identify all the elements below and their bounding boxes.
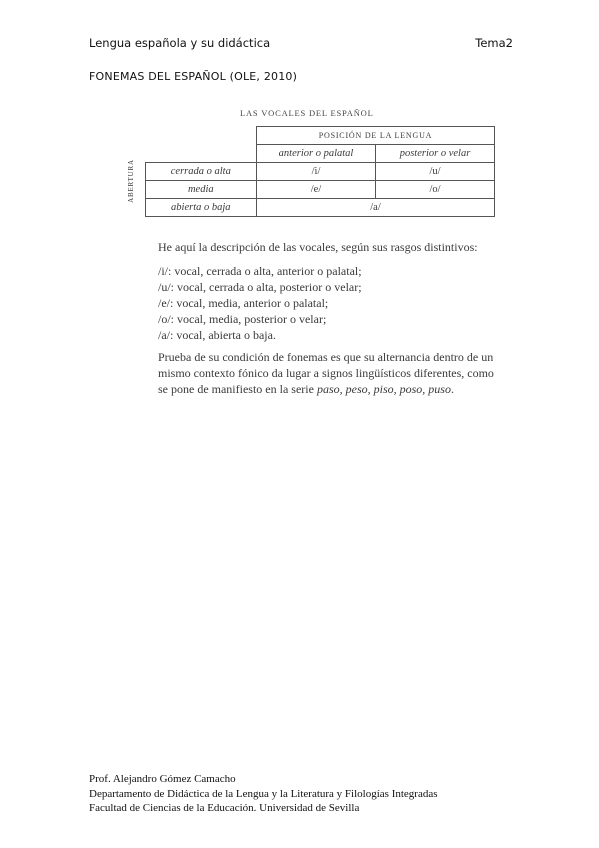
phoneme-proof-paragraph: [158, 349, 498, 397]
description-intro: He aquí la descripción de las vocales, según sus rasgos distintivos:: [158, 240, 478, 254]
row-label: abierta o baja: [145, 199, 256, 217]
list-item: /a/: vocal, abierta o baja.: [158, 328, 276, 342]
aperture-side-label: ABERTURA: [127, 158, 136, 203]
proof-end: .: [450, 382, 454, 396]
side-label-cell: [118, 158, 145, 203]
table-title: LAS VOCALES DEL ESPAÑOL: [240, 108, 374, 118]
section-title: FONEMAS DEL ESPAÑOL (OLE, 2010): [89, 70, 298, 83]
footer: [89, 772, 438, 816]
scanned-excerpt: [100, 104, 500, 404]
proof-series: paso, peso, piso, poso, puso: [316, 382, 451, 396]
table-row: [118, 181, 495, 199]
footer-department: Departamento de Didáctica de la Lengua y la Literatura y Filologías Integradas: [89, 787, 438, 800]
tongue-position-header: POSICIÓN DE LA LENGUA: [257, 127, 495, 145]
list-item: /i/: vocal, cerrada o alta, anterior o palatal;: [158, 264, 362, 278]
table-subheader-row: [118, 145, 495, 163]
footer-faculty: Facultad de Ciencias de la Educación. Universidad de Sevilla: [89, 802, 360, 814]
vowel-description: [158, 239, 498, 397]
vowel-feature-list: [158, 263, 498, 343]
header-course-title: Lengua española y su didáctica: [89, 36, 271, 50]
table-cell-merged: /a/: [257, 199, 495, 217]
footer-author: Prof. Alejandro Gómez Camacho: [89, 773, 236, 785]
table-cell: /e/: [257, 181, 376, 199]
row-label: cerrada o alta: [145, 163, 256, 181]
header-topic-number: Tema2: [475, 36, 513, 50]
proof-text: Prueba de su condición de fonemas es que su alternancia dentro de un mismo contexto fónico da lugar a signos lingüísticos diferentes, como se pone de manifiesto en la serie: [158, 350, 494, 396]
table-row: [118, 199, 495, 217]
list-item: /e/: vocal, media, anterior o palatal;: [158, 296, 329, 310]
vowels-table: [118, 126, 495, 217]
table-cell: /o/: [376, 181, 495, 199]
row-label: media: [145, 181, 256, 199]
list-item: /u/: vocal, cerrada o alta, posterior o velar;: [158, 280, 362, 294]
table-row: [118, 163, 495, 181]
table-cell: /u/: [376, 163, 495, 181]
table-cell: /i/: [257, 163, 376, 181]
table-header-row: [118, 127, 495, 145]
column-header-anterior: anterior o palatal: [257, 145, 376, 163]
column-header-posterior: posterior o velar: [376, 145, 495, 163]
list-item: /o/: vocal, media, posterior o velar;: [158, 312, 327, 326]
